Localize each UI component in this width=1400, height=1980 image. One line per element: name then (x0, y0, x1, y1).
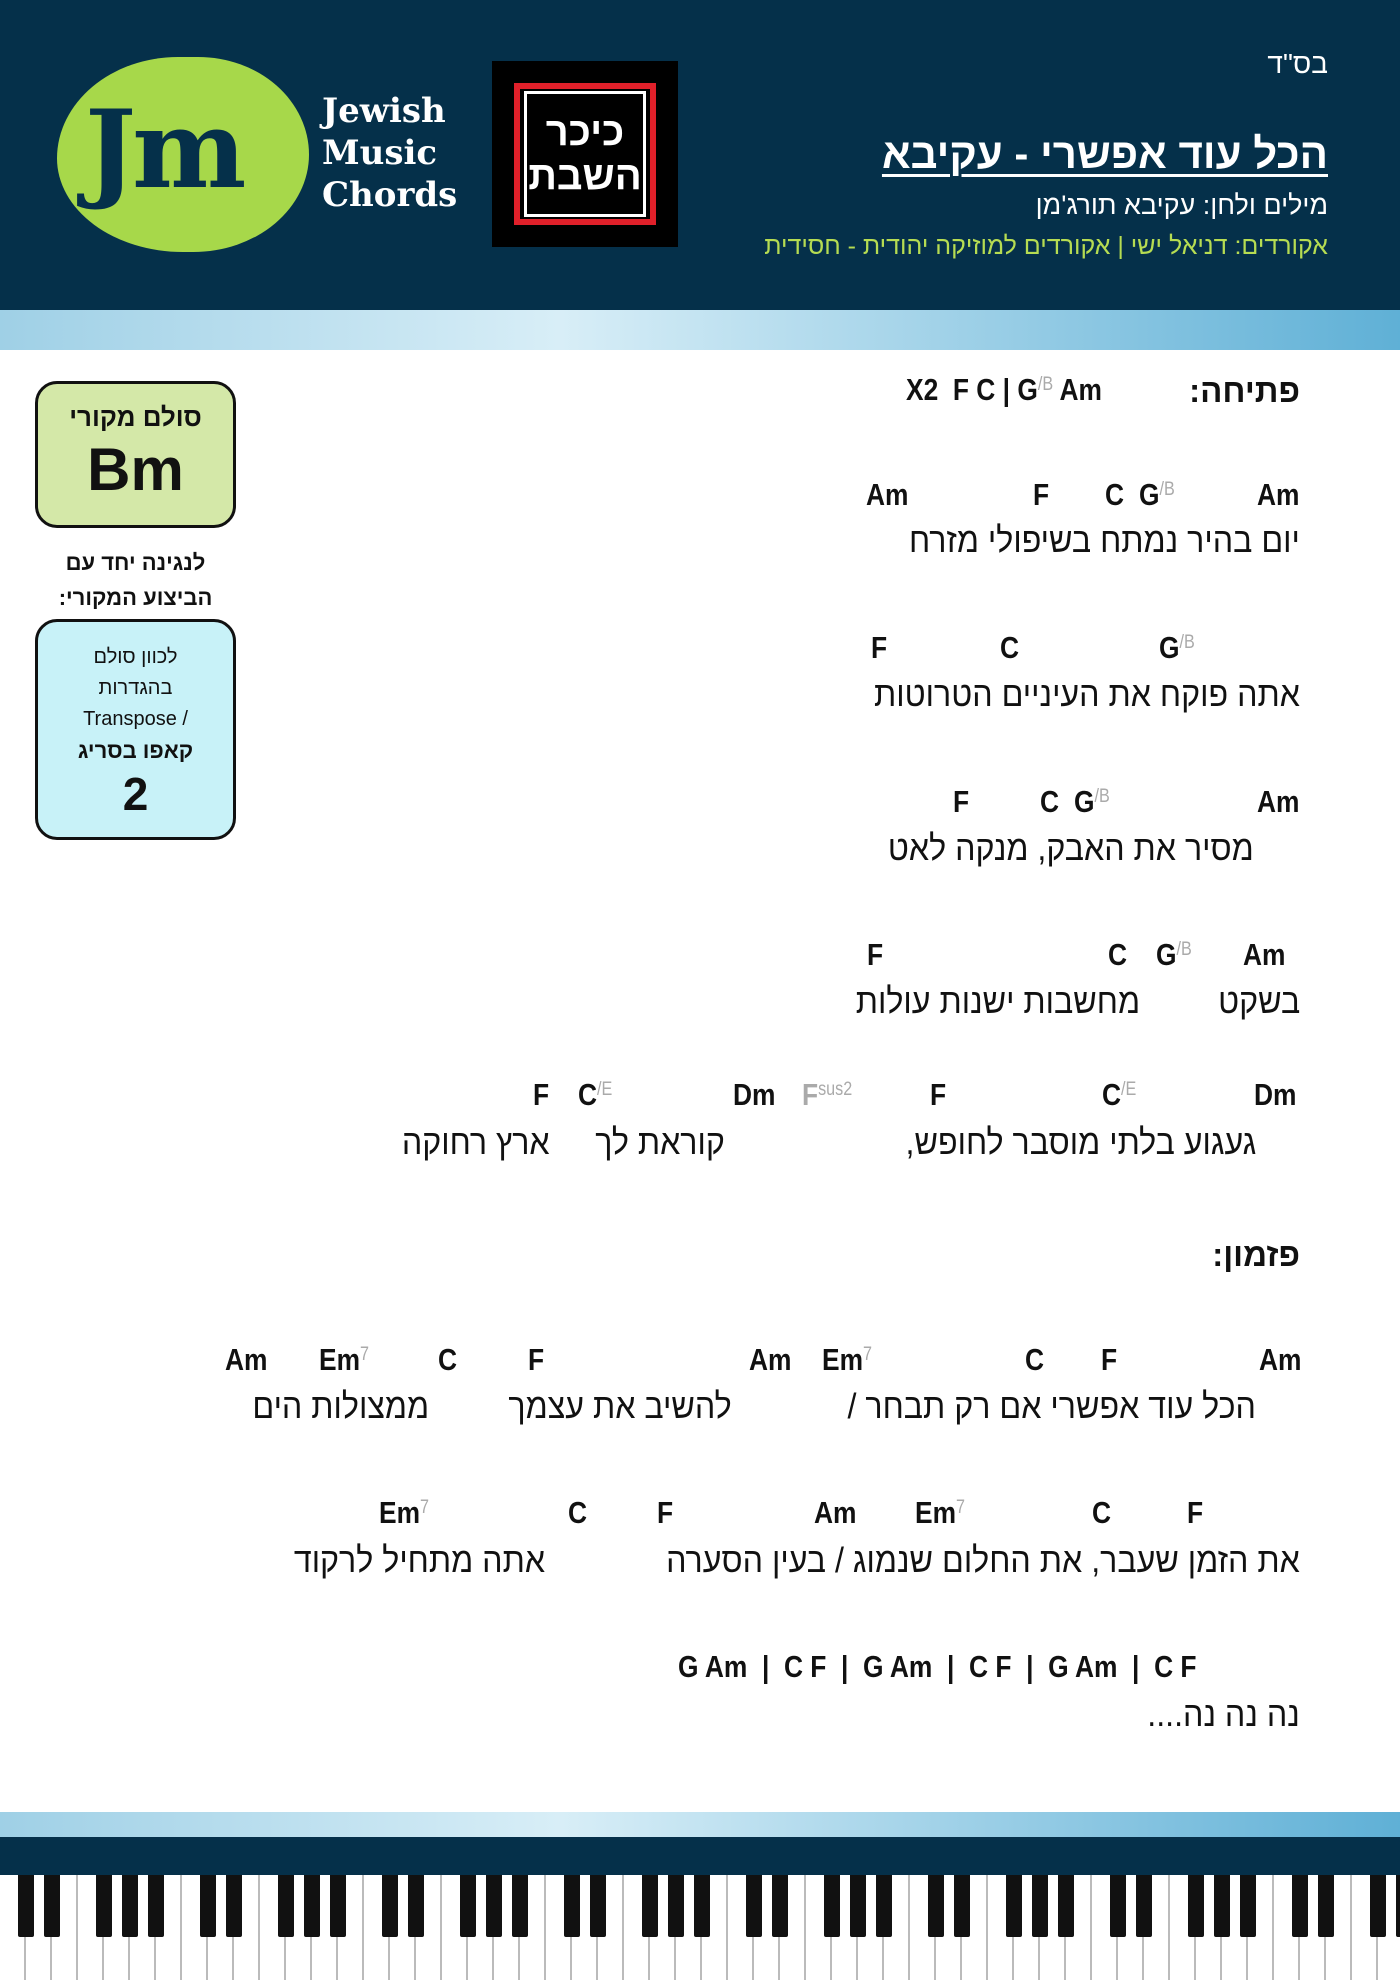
kikar-hashabat-logo (492, 61, 678, 247)
chord: Em$^7$ (915, 1495, 966, 1530)
piano-white-key (884, 1875, 910, 1980)
chord: Am (1259, 1342, 1302, 1377)
piano-white-key (156, 1875, 182, 1980)
chord: $G^{/B}$ (1074, 784, 1110, 819)
original-key-box (35, 381, 236, 528)
chord: F (533, 1077, 550, 1112)
chord: $C^{/E}$ (578, 1077, 613, 1112)
piano-white-key (780, 1875, 806, 1980)
lyric-segment: ממצולות הים (252, 1387, 429, 1426)
lyric-line: מסיר את האבק, מנקה לאט (888, 829, 1254, 868)
chord: Am (225, 1342, 268, 1377)
chord: $C^{/E}$ (1102, 1077, 1137, 1112)
capo-fret: 2 (122, 768, 149, 820)
chord: F (1033, 477, 1050, 512)
lyric-segment: הכל עוד אפשרי אם רק תבחר / (847, 1387, 1256, 1426)
original-key-label: סולם מקורי (69, 402, 202, 432)
chord: Em$^7$ (319, 1342, 370, 1377)
piano-white-key (598, 1875, 624, 1980)
header (0, 0, 1400, 310)
chord: $G^{/B}$ (1159, 630, 1195, 665)
chord: C (568, 1495, 588, 1530)
piano-white-key (1144, 1875, 1170, 1980)
footer-stripe (0, 1812, 1400, 1837)
lyric-segment: את הזמן שעבר, את החלום שנמוג / בעין הסערה (666, 1541, 1300, 1580)
chord: Em$^7$ (822, 1342, 873, 1377)
chord: F (528, 1342, 545, 1377)
original-key: Bm (87, 436, 184, 503)
transpose-line: / Transpose (83, 708, 188, 730)
jmc-logo-text (322, 90, 457, 216)
bsd-text: בס"ד (1267, 48, 1328, 79)
chord: C (1025, 1342, 1045, 1377)
outro-chords: G Am | C F | G Am | C F | G Am | C F (678, 1649, 1197, 1684)
lyric-segment: להשיב את עצמך (508, 1387, 732, 1426)
jmc-logo (57, 57, 309, 252)
chord: Am (1257, 784, 1300, 819)
song-author: מילים ולחן: עקיבא תורג'מן (1035, 190, 1328, 220)
chord: F (871, 630, 888, 665)
piano-white-key (702, 1875, 728, 1980)
intro-label: פתיחה: (1189, 372, 1300, 409)
piano-white-key (962, 1875, 988, 1980)
chord: C (1108, 937, 1128, 972)
chord: F (930, 1077, 947, 1112)
chord: Am (814, 1495, 857, 1530)
logo-word: Jewish (322, 91, 446, 131)
lyric-segment: מחשבות ישנות עולות (855, 982, 1140, 1021)
chord: F (1187, 1495, 1204, 1530)
logo-word: כיכר (545, 110, 625, 154)
jm-logo-mark: Jm (85, 87, 243, 213)
piano-white-key (234, 1875, 260, 1980)
chord: Am (1257, 477, 1300, 512)
lyric-segment: בשקט (1217, 982, 1300, 1021)
note-line: לנגינה יחד עם (65, 550, 206, 575)
piano-white-key (1248, 1875, 1274, 1980)
chord-optional: $F^{sus2}$ (802, 1077, 853, 1112)
chord: Am (866, 477, 909, 512)
transpose-line: בהגדרות (98, 677, 173, 699)
song-title: הכל עוד אפשרי - עקיבא (881, 130, 1328, 177)
capo-box (35, 619, 236, 840)
piano-white-key (338, 1875, 364, 1980)
lyric-line: יום בהיר נמתח בשיפולי מזרח (909, 521, 1300, 560)
chord: F (657, 1495, 674, 1530)
chord: F (1101, 1342, 1118, 1377)
piano-white-key (520, 1875, 546, 1980)
logo-inner (524, 91, 646, 217)
chorus-label: פזמון: (1212, 1236, 1300, 1273)
chords-credit: אקורדים: דניאל ישי | אקורדים למוזיקה יהודית - חסידית (764, 232, 1328, 260)
header-stripe (0, 310, 1400, 350)
lyric-segment: געגוע בלתי מוסבר לחופש, (905, 1123, 1256, 1162)
capo-label: קאפו בסריג (77, 738, 194, 763)
chord: C (1105, 477, 1125, 512)
piano-black-key (1396, 1875, 1400, 1937)
lyric-line: אתה פוקח את העיניים הטרוטות (874, 675, 1300, 714)
lyric-segment: ארץ רחוקה (402, 1123, 550, 1162)
piano-white-key (1066, 1875, 1092, 1980)
logo-word: Chords (322, 175, 458, 215)
intro-chords: X2 F C | $G^{/B}$ Am (906, 372, 1102, 407)
play-along-note (35, 545, 236, 615)
chord: F (867, 937, 884, 972)
piano-white-key (52, 1875, 78, 1980)
chord: Am (1243, 937, 1286, 972)
lyric-segment: אתה מתחיל לרקוד (293, 1541, 545, 1580)
chord: Dm (733, 1077, 776, 1112)
lyric-segment: קוראת לך (595, 1123, 725, 1162)
chord: Am (749, 1342, 792, 1377)
piano-white-key (416, 1875, 442, 1980)
logo-word: Music (322, 133, 438, 173)
note-line: הביצוע המקורי: (58, 585, 213, 610)
chord: C (438, 1342, 458, 1377)
chord: F (953, 784, 970, 819)
chord: $G^{/B}$ (1156, 937, 1192, 972)
chord: Em$^7$ (379, 1495, 430, 1530)
transpose-line: לכוון סולם (93, 646, 178, 668)
footer-band (0, 1837, 1400, 1875)
chord: Dm (1254, 1077, 1297, 1112)
chord: C (1092, 1495, 1112, 1530)
lyric-line: נה נה נה.... (1147, 1695, 1300, 1734)
chord: $G^{/B}$ (1139, 477, 1175, 512)
piano-keyboard (0, 1875, 1400, 1980)
chord: C (1000, 630, 1020, 665)
chord: C (1040, 784, 1060, 819)
piano-white-key (1326, 1875, 1352, 1980)
logo-word: השבת (528, 154, 642, 198)
